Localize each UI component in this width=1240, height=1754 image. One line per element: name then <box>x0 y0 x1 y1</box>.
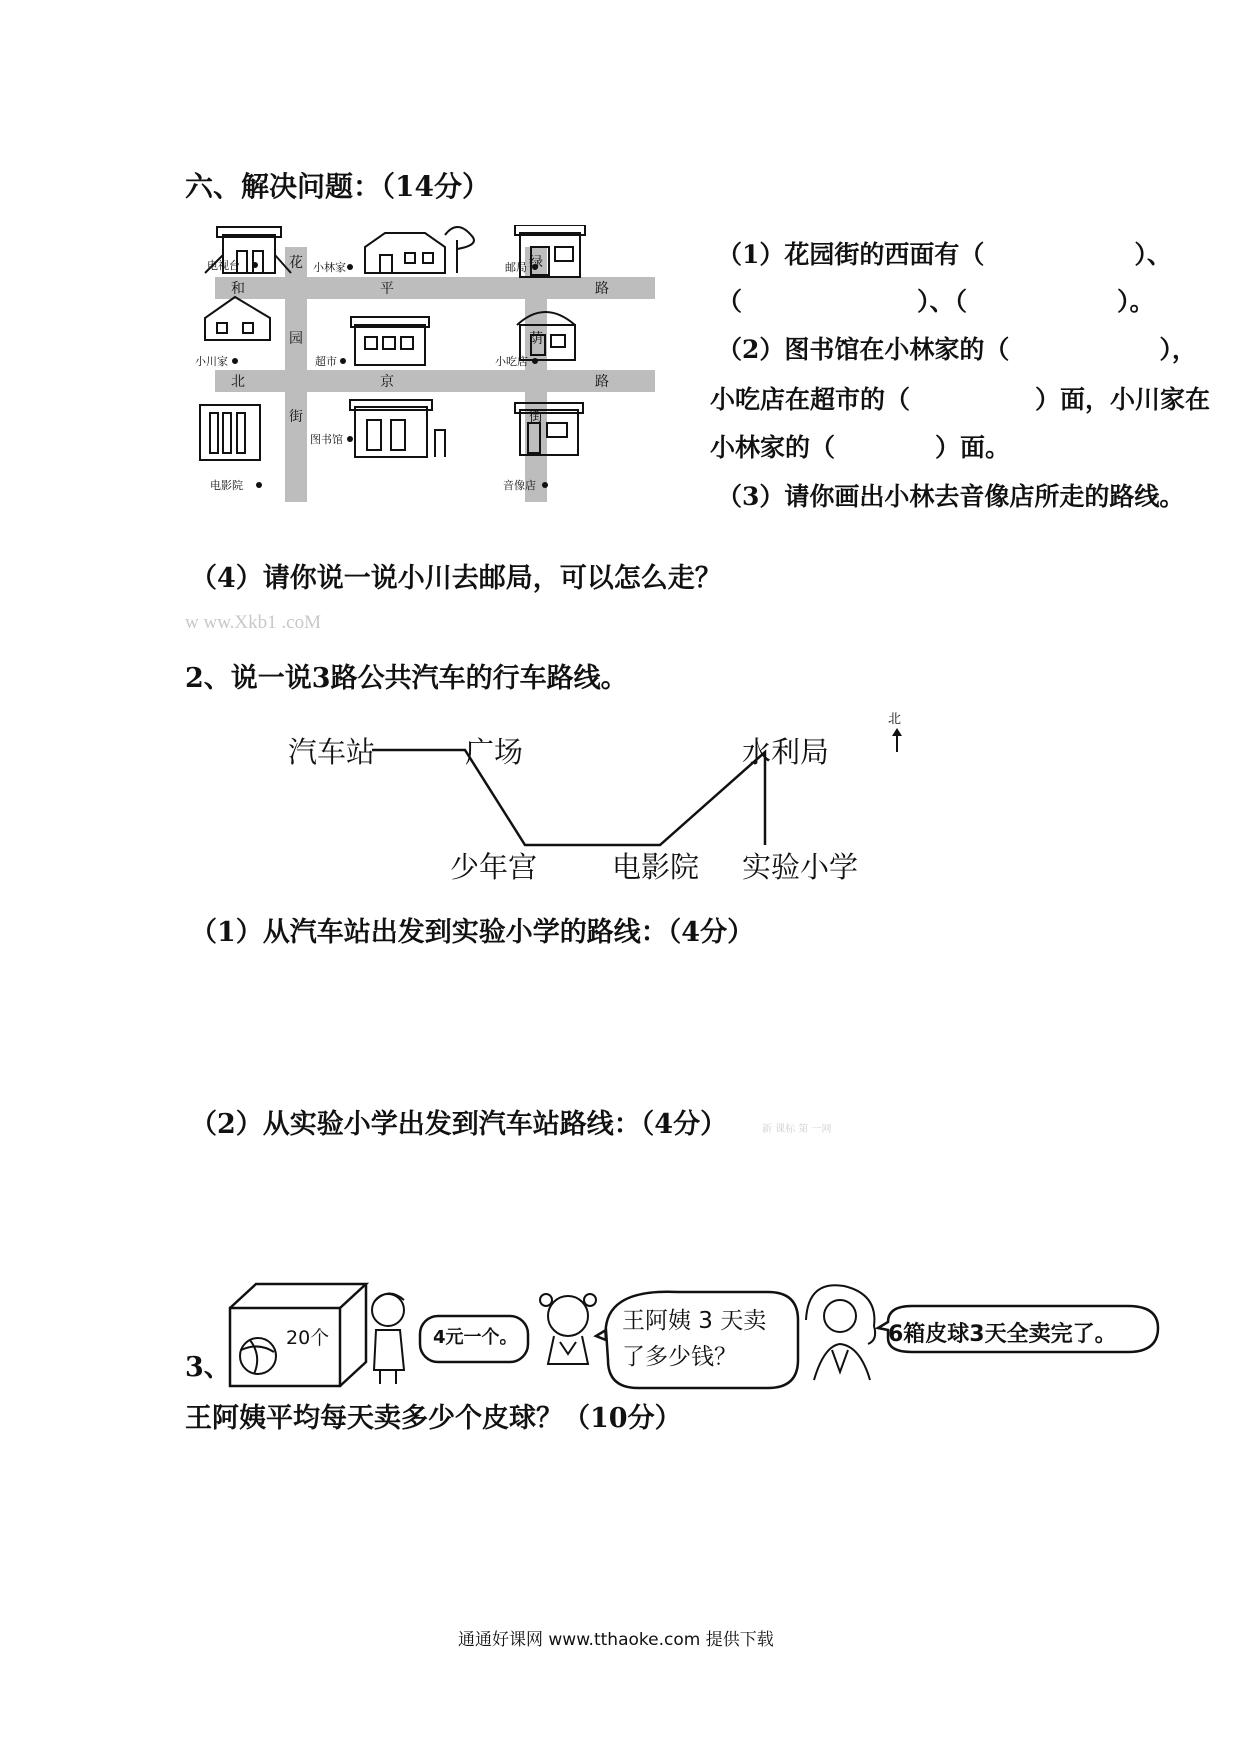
label-xiaochuan-home: 小川家 <box>195 355 228 368</box>
bubble-1-text: 4元一个。 <box>433 1327 518 1348</box>
label-post-office: 邮局 <box>505 261 527 274</box>
section-3-number: 3、 <box>185 1352 231 1383</box>
footer-text: 通通好课网 www.tthaoke.com 提供下载 <box>458 1630 774 1650</box>
station-youth-palace: 少年宫 <box>450 850 538 884</box>
street-lvyin-2: 荫 <box>529 331 543 347</box>
street-heping-3: 路 <box>595 281 609 297</box>
section-2-sub1: （1）从汽车站出发到实验小学的路线：（4分） <box>190 917 755 948</box>
section-2-title: 2、说一说3路公共汽车的行车路线。 <box>185 663 628 694</box>
street-lvyin-1: 绿 <box>529 255 543 271</box>
q1-line2: （ ）、（ ）。 <box>717 287 1155 316</box>
woman-figure <box>806 1285 875 1380</box>
q1-line1: （1）花园街的西面有（ ）、 <box>717 240 1172 269</box>
boy-figure <box>372 1293 404 1384</box>
compass-north-label: 北 <box>888 712 902 727</box>
box-label: 20个 <box>286 1327 330 1349</box>
section-6-title: 六、解决问题：（14分） <box>185 170 490 203</box>
section-2-sub2: （2）从实验小学出发到汽车站路线：（4分） <box>190 1109 728 1140</box>
station-bus-station: 汽车站 <box>288 735 376 769</box>
street-heping-1: 和 <box>231 281 245 297</box>
label-tv: 电视台 <box>207 259 240 272</box>
watermark-2: 新 课标 第 一网 <box>762 1124 832 1135</box>
section-3-question: 王阿姨平均每天卖多少个皮球？（10分） <box>185 1403 682 1434</box>
label-supermarket: 超市 <box>315 355 337 368</box>
label-snack-shop: 小吃店 <box>495 355 528 368</box>
watermark-1: w ww.Xkb1 .coM <box>185 612 321 633</box>
label-audio-shop: 音像店 <box>503 479 536 492</box>
q3-line: （3）请你画出小林去音像店所走的路线。 <box>717 482 1185 511</box>
q2-line1: （2）图书馆在小林家的（ ）， <box>717 335 1197 364</box>
label-xiaolin-home: 小林家 <box>313 261 346 274</box>
street-huayuan-2: 园 <box>289 331 303 347</box>
street-lvyin-3: 街 <box>529 409 543 425</box>
bubble-2-line1: 王阿姨 3 天卖 <box>622 1308 767 1334</box>
street-huayuan-1: 花 <box>289 255 303 271</box>
street-huayuan-3: 街 <box>289 409 303 425</box>
bubble-2-line2: 了多少钱？ <box>622 1344 737 1370</box>
station-square: 广场 <box>465 735 524 769</box>
bubble-3-text: 6箱皮球3天全卖完了。 <box>888 1322 1117 1347</box>
label-library: 图书馆 <box>310 433 343 446</box>
q2-line2: 小吃店在超市的（ ）面，小川家在 <box>710 385 1211 414</box>
station-school: 实验小学 <box>742 850 859 884</box>
street-beijing-1: 北 <box>231 374 245 390</box>
ball-icon <box>240 1338 276 1374</box>
q4-line: （4）请你说一说小川去邮局，可以怎么走？ <box>190 563 722 594</box>
label-cinema: 电影院 <box>210 479 243 492</box>
street-heping-2: 平 <box>380 281 394 297</box>
street-beijing-2: 京 <box>380 374 394 390</box>
q2-line3: 小林家的（ ）面。 <box>710 433 1011 462</box>
station-water-bureau: 水利局 <box>742 735 830 769</box>
station-cinema: 电影院 <box>612 850 700 884</box>
girl-figure <box>540 1294 596 1364</box>
street-beijing-3: 路 <box>595 374 609 390</box>
